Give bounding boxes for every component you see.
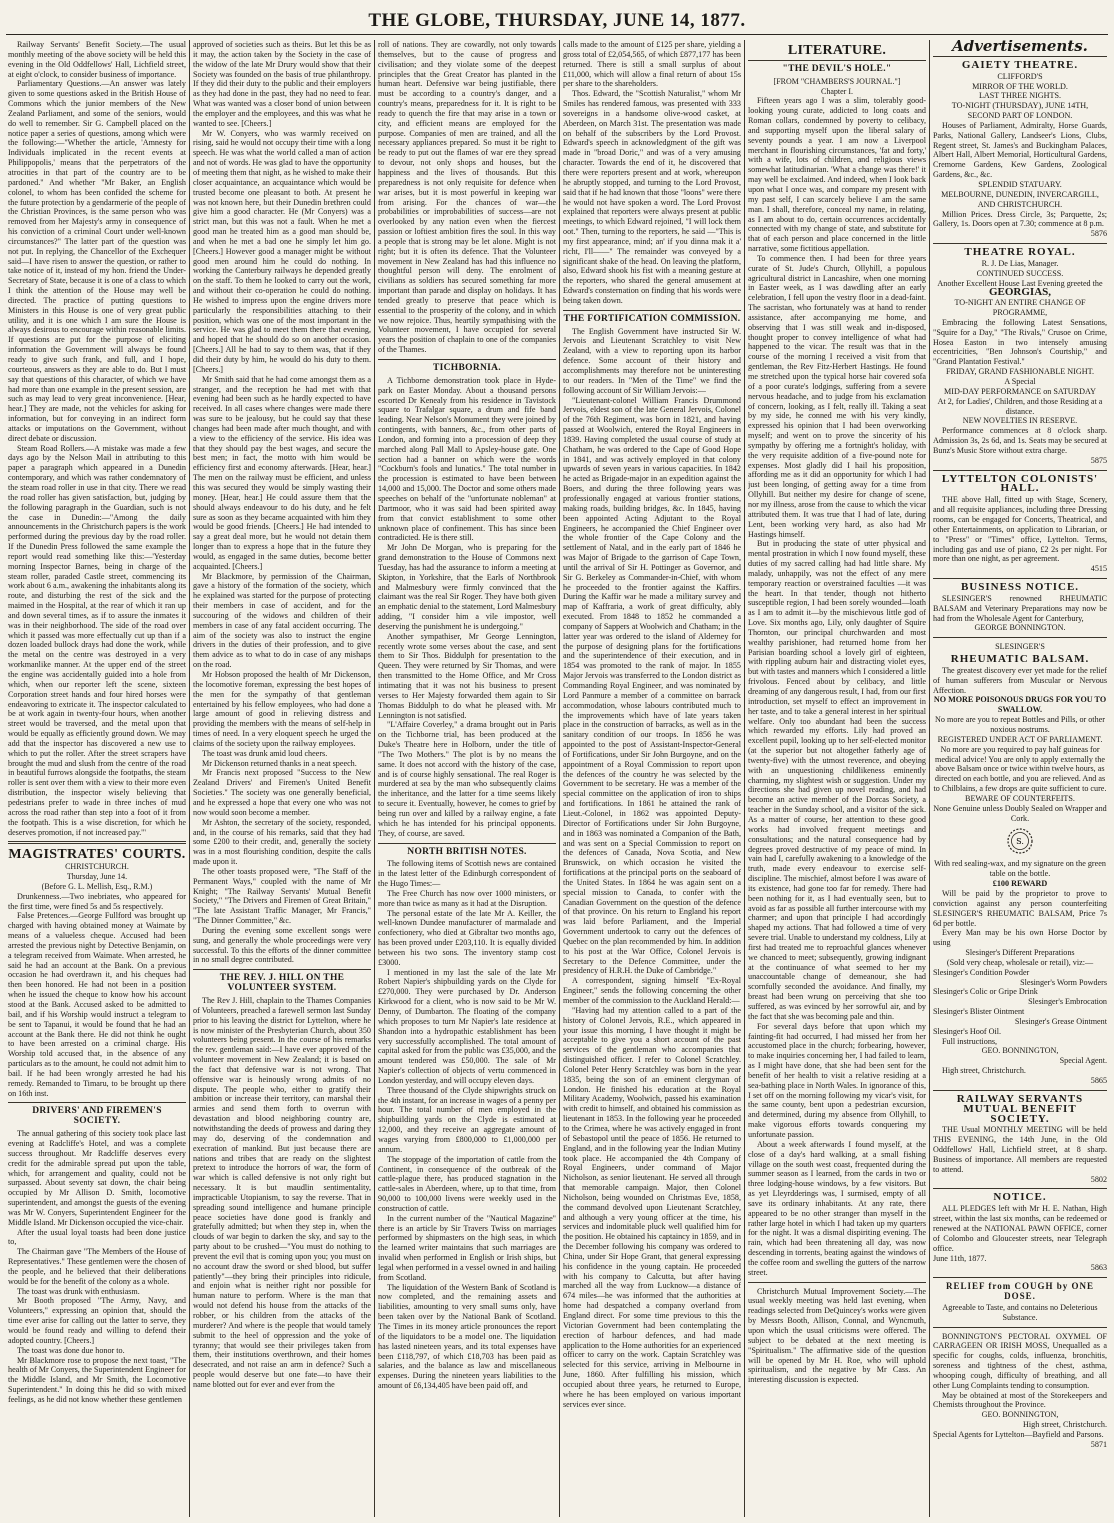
ad-body: SLESINGER'S renowned RHEUMATIC BALSAM and Veterinary Preparations may now be had from the Wholesale Agent for Canterbury, bbox=[933, 593, 1107, 623]
ad-line: MID-DAY PERFORMANCE on SATURDAY bbox=[944, 386, 1096, 396]
news-paragraph: Mr Ashton, the secretary of the society, responded, and, in the course of his remarks, said that they had some £200 to their credit, and, generally the society was in a most flourishing condition, despite the calls made upon it. bbox=[193, 817, 371, 867]
ad-line: REGISTERED UNDER ACT OF PARLIAMENT. bbox=[937, 734, 1103, 744]
column-4 bbox=[563, 40, 741, 1517]
news-paragraph: Mr Hobson proposed the health of Mr Dickenson, the locomotive foreman, expressing the best hopes of the men for the sympathy of that gentleman entertained by his fellow employees, who had done a large amount of good in relieving distress and providing the members with the means of self-help in times of need. In a very eloquent speech he urged the claims of the society upon the railway employees. bbox=[193, 670, 371, 748]
news-paragraph: Christchurch Mutual Improvement Society.—The usual weekly meeting was held last evening, when readings selected from DeQuincey's works were given by Messrs Booth, Allison, Connal, and Wyncmuth, upon which the usual criticisms were offered. The subject to be debated at the next meeting is "Spiritualism." The affirmative side of the question will be opened by Mr H. Roe, who will uphold spiritualism, and the negative by Mr Cass. An interesting discussion is expected. bbox=[748, 1286, 926, 1385]
news-paragraph: About a week afterwards I found myself, at the close of a day's hard walking, at a small fishing village on the south west coast, frequented during the summer season as I learned, from the cards in two or three lodging-house windows, by a few visitors. But as yet Lleyrdderings was, I surmised, empty of all save its ordinary inhabitants. At any rate, there appeared to be no other stranger than myself in the rather large hotel in which I had taken up my quarters for the night. It was a dismal dispiriting evening. The rain, which had been threatening all day, was now descending in torrents, beating against the windows of the coffee room and swelling the gutters of the narrow street. bbox=[748, 1139, 926, 1277]
ad-body: With red sealing-wax, and my signature on the green table on the bottle. bbox=[934, 859, 1106, 879]
column-2 bbox=[193, 40, 371, 1517]
news-paragraph: For several days before that upon which my fainting-fit had occurred, I had missed her from her accustomed place in the church; forbearing, however, to make inquiries concerning her, I had failed to learn, as I might have done, that she had been sent for the benefit of her health to visit a relative residing at a sea-bathing place in North Wales. In ignorance of this, I set off on the morning following my vicar's visit, for the same county, bent upon a pedestrian excursion, and determined, during my absence from Ollyhill, to make vigorous efforts towards conquering my unfortunate passion. bbox=[748, 1021, 926, 1139]
news-paragraph: The toast was done due honor to. bbox=[17, 1345, 125, 1355]
ad-body: Performance commences at 8 o'clock sharp. Admission 3s, 2s 6d, and 1s. Seats may be secured at Bunz's Music Store without extra charge. bbox=[933, 426, 1107, 455]
ad-body: THE above Hall, fitted up with Stage, Scenery, and all requisite appliances, including three Dressing rooms, can be engaged for Concerts, Theatrical, and other Entertainments, on application to Librarian, or to "Press" or "Times" office, Lyttelton. Terms, including gas and use of piano, £2 2s per night. For more than one night, as per agreement. bbox=[933, 495, 1107, 564]
section-heading: TICHBORNIA. bbox=[433, 363, 501, 373]
ad-title: THEATRE ROYAL. bbox=[964, 246, 1076, 259]
section-rule bbox=[933, 1327, 1107, 1328]
section-heading: LITERATURE. bbox=[787, 43, 887, 58]
ad-line: Full instructions, bbox=[942, 1036, 998, 1046]
section-heading: NORTH BRITISH NOTES. bbox=[407, 846, 527, 857]
ad-line: FRIDAY, GRAND FASHIONABLE NIGHT. bbox=[946, 367, 1094, 377]
ad-line: GEO. BONNINGTON, bbox=[981, 1046, 1059, 1056]
ad-line: SPLENDID STATUARY. bbox=[978, 179, 1062, 189]
section-heading: THE FORTIFICATION COMMISSION. bbox=[563, 313, 741, 324]
ad-number: 5871 bbox=[1090, 1439, 1107, 1449]
ad-title: RAILWAY SERVANTS MUTUAL BENEFIT SOCIETY. bbox=[956, 1092, 1084, 1125]
ad-list-item: Slesinger's Grease Ointment bbox=[1014, 1016, 1107, 1026]
ad-title: BUSINESS NOTICE. bbox=[960, 581, 1080, 594]
section-rule bbox=[8, 841, 186, 844]
news-paragraph: The Free Church has now over 1000 ministers, or more than twice as many as it had at the Disruption. bbox=[378, 888, 556, 908]
ad-body: No more are you required to pay half guineas for medical advice! You are only to apply externally the above Balsam once or twice within twelve hours, as directed on each bottle, and you are relieved. And as to Chilblains, a few drops are quite sufficient to cure. bbox=[933, 744, 1107, 794]
ad-line: June 11th, 1877. bbox=[933, 1253, 987, 1263]
column-rule bbox=[559, 40, 560, 1517]
news-paragraph: I mentioned in my last the sale of the late Mr Robert Napier's shipbuilding yards on the Clyde for £270,000. They were purchased by Dr. Anderson Kirkwood for a client, who is now said to be Mr W. Denny, of Dumbarton. The floating of the company which proposes to turn Mr Napier's late residence at Shandon into a hydropathic establishment has been very successfully accomplished. The total amount of capital asked for from the public was £35,000, and the amount tendered was £50,000. The sale of Mr Napier's collection of objects of vertu commenced in London yesterday, and will occupy eleven days. bbox=[378, 967, 556, 1085]
section-rule bbox=[193, 969, 371, 970]
section-rule bbox=[563, 310, 741, 311]
ad-line: BEWARE OF COUNTERFEITS. bbox=[965, 793, 1075, 803]
ad-title: GAIETY THEATRE. bbox=[961, 58, 1079, 71]
news-paragraph: The liquidation of the Western Bank of Scotland is now completed, and the remaining assets and liabilities, amounting to very small sums only, have been taken over by the National Bank of Scotland. The Times in its money article pronounces the report of the liquidators to be a model one. The liquidation has lasted nineteen years, and its total expenses have been £118,797, of which £18,703 has been paid as salaries, and the balance as law and miscellaneous expenses. During the nineteen years liabilities to the amount of £6,134,405 have been paid off, and bbox=[378, 1282, 556, 1391]
ad-title: RELIEF from COUGH by ONE DOSE. bbox=[945, 1281, 1094, 1302]
news-paragraph: But in producing the state of utter physical and mental prostration in which I now found myself, these duties of my sacred calling had had little share. My malady, unhappily, was not the effect of any mere temporary reaction or overstrained faculties —it was the heart. In that tender, though not hitherto susceptible region, I had been sorely wounded—loath as I am to admit it—by the mischievous little god of Love. Six months ago, Lily, only daughter of Squire Thornton, our principal churchwarden and most wealthy parishioner, had returned home from her Parisian boarding school a lovely girl of eighteen, with rippling auburn hair and distracting violet eyes, but with tastes and manners which I considered a little frivolous. Fenced about by celibacy, and little dreaming of any dangerous result, I had, from our first introduction, set myself to effect an improvement in her taste, and to take a general interest in her spiritual welfare. Only too abundant had been the success which rewarded my efforts. Lily had proved an excellent pupil, looking up to her self-elected monitor (at the superior but not altogether fatherly age of twenty-five) with the utmost reverence, and obeying with an unquestioning childlikeness eminently charming, my slightest wish or suggestion. Under my directions she had given up novel reading, and had become an active member of the Dorcas Society, a teacher in the Sunday school, and a visitor of the sick. As a matter of course, her attention to these good works had involved frequent meetings and consultations; and the natural consequence had by degrees proved destructive of my peace of mind. In vain had I, carefully awakening to a knowledge of the truth, made every endeavour to exercise self-discipline. The mischief, almost before I was aware of its existence, had gone too far for remedy. There had been nothing for it, as I had eventually seen, but to avoid as far as possible all further intercourse with my charmer; and upon that principle I had accordingly shaped my actions. That had followed a time of very severe trial. Unable to understand my coldness, Lily at first had treated me to reproachful glances whenever we chanced to meet; subsequently, growing indignant at the continuance of what seemed to her my unaccountable change of demeanour, she had scornfully seconded the avoidance. And finally, my breast had been wrung on perceiving that she too suffered, as was evinced by her sorrowful air, and by the fact that she was becoming pale and thin. bbox=[748, 539, 926, 1021]
news-paragraph: Parliamentary Questions.—An answer was lately given to some questions asked in the British House of Commons which the junior members of the New Zealand Parliament, and some of the seniors, would do well to remember. Sir G. Campbell placed on the notice paper a series of questions, among which were the following:—"Whether the article, 'Amnesty for Individuals implicated in the recent events at Philippopolis,' means that the perpetrators of the atrocities in that part of the country are to be pardoned." And whether "Mr Baker, an English colonel, to whom has been confided the scheme for the future protection by a gendarmerie of the people of the Christian Provinces, is the same person who was removed from her Majesty's army in consequence of his conviction of a criminal Court under well-known circumstances?" The latter part of the question was not put. In replying, the Chancellor of the Exchequer said—I have risen to answer the question, or rather to take notice of it, instead of my hon. friend the Under-Secretary of State, because it is one of a class to which I think the attention of the House may well be directed. The practice of putting questions to Ministers in this House is one of very great public utility, and it is one which I am sure the House is always desirous to encourage within reasonable limits. If questions are put for the purpose of eliciting information the Government will always be found ready to give such frank, and full, and I hope, courteous, answers as they are able to do. But I must say that questions of this character, of which we have had more than one example in the present session, are such as may lead to very great inconvenience. [Hear, hear.] They are made, not the vehicles for asking for information, but for conveying in an indirect form attacks or imputations on the Government, without direct debate or discussion. bbox=[8, 79, 186, 443]
section-rule bbox=[8, 1102, 186, 1103]
ad-line: Slesinger's Different Preparations bbox=[965, 948, 1075, 958]
ad-list-item: Slesinger's Blister Ointment bbox=[933, 1007, 1025, 1017]
section-rule bbox=[933, 1188, 1107, 1189]
ad-title: LYTTELTON COLONISTS' HALL. bbox=[941, 472, 1099, 495]
section-rule bbox=[933, 243, 1107, 244]
seal-letter: S. bbox=[1016, 837, 1024, 847]
section-heading: THE REV. J. HILL ON THE VOLUNTEER SYSTEM. bbox=[219, 973, 345, 994]
news-paragraph: Drunkenness.—Two inebriates, who appeared for the first time, were fined 5s and 5s respectively. bbox=[8, 891, 186, 911]
news-paragraph: The English Government have instructed Sir W. Jervois and Lieutenant Scratchley to visit New Zealand, with a view to reporting upon its harbor defence. Some account of their history and accomplishments may therefore not be uninteresting to our readers. In "Men of the Time" we find the following account of Sir William Jervois:— bbox=[563, 326, 741, 395]
ad-line: A Special bbox=[1004, 377, 1036, 386]
news-paragraph: "Having had my attention called to a part of the history of Colonel Jervois, R.E., which appeared in your issue this morning, I have thought it might be acceptable to give you a short account of the past services of the gentleman who accompanies that distinguished officer. I refer to Colonel Scratchley. Colonel Peter Henry Scratchley was born in the year 1835, being the son of an eminent clergyman of London. He finished his education at the Royal Military Academy, Woolwich, passed his examination with credit to himself, and obtained his commission as lieutenant in 1853. In the following year he proceeded to the Crimea, where he was actively engaged in front of Sebastopol until the peace of 1856. He returned to England, and in the following year the Indian Mutiny took place. He accompanied the 4th Company of Royal Engineers, under command of Major Nicholson, as senior lieutenant. He served all through that memorable campaign. Major, then Colonel Nicholson, being wounded on Christmas Eve, 1858, the command devolved upon Lieutenant Scratchley, and although a very young officer at the time, his services and indomitable pluck well qualified him for the position. He obtained his captaincy in 1859, and in the December following his company was ordered to China, under Sir Hope Grant, that general expressing his confidence in the young captain. He proceeded with his company to Calcutta, but after having marched all the way from Lucknow—a distance of 674 miles—he was informed that the authorities at home had despatched a company overland from England direct. For some time previous to this the Victorian Government had been contemplating the erection of harbour defences, and had made application to the Home authorities for an experienced officer to carry on the work. Captain Scratchley was selected for this service, arriving in Melbourne in June, 1860. After fulfilling his mission, which occupied about three years, he returned to Europe, where he has been employed on various important services ever since. bbox=[563, 1005, 741, 1409]
ad-body: The greatest discovery ever yet made for the relief of human sufferers from Muscular or Nervous Affection. bbox=[933, 665, 1107, 695]
ad-line: TO-NIGHT (THURSDAY), JUNE 14TH, bbox=[951, 101, 1089, 111]
ad-line: NEW NOVELTIES IN RESERVE. bbox=[962, 416, 1078, 426]
ad-line: No more are you to repeat Bottles and Pills, or other noxious nostrums. bbox=[935, 715, 1105, 734]
ad-body: BONNINGTON'S PECTORAL OXYMEL OF CARRAGEEN OR IRISH MOSS, Unequalled as a specific for coughs, colds, influenza, bronchitis, soreness and tightness of the chest, asthma, whooping cough, difficulty of breathing, and all other Lung Complaints tending to consumption. bbox=[933, 1331, 1107, 1390]
ad-body: Every Man may be his own Horse Doctor by using bbox=[933, 928, 1107, 948]
ad-list-item: Slesinger's Worm Powders bbox=[1020, 977, 1107, 987]
news-paragraph: The personal estate of the late Mr A. Keiller, the well-known Dundee manufacturer of marmalade and confectionery, who died at Gibraltar two months ago, has been proved under £203,110. It is equally divided between his two sons. The inventory stamp cost £3000. bbox=[378, 908, 556, 967]
subheading: Thursday, June 14. bbox=[66, 872, 128, 882]
ad-line: MELBOURNE, DUNEDIN, INVERCARGILL, AND CHRISTCHURCH. bbox=[941, 189, 1099, 209]
ad-body: Embracing the following Latest Sensations, "Squire for a Day," "The Rivals," Crusoe on Crime, Hosea Easton in two intensely amusing eccentricities, "Ben Johnson's Courtship," and "Grand Plantation Festival." bbox=[933, 317, 1107, 367]
ad-line: Special Agents for Lyttelton—Bayfield and Parsons. bbox=[933, 1430, 1104, 1439]
ad-body: Million Prices. Dress Circle, 3s; Parquette, 2s; Gallery, 1s. Doors open at 7.30; commence at 8 p.m. bbox=[933, 209, 1107, 229]
ad-line: LAST THREE NIGHTS. bbox=[978, 91, 1062, 101]
news-paragraph: Mr Blackmore, by permission of the Chairman, gave a history of the formation of the society, which he explained was started for the purpose of protecting their members in case of accident, and for the succouring of the widows and children of their members in case of any fatal accident occurring. The aim of the society was also to instruct the engine drivers in the duties of their profession, and to give them advice as to what to do in case of any mishaps on the road. bbox=[193, 571, 371, 670]
news-paragraph: calls made to the amount of £125 per share, yielding a gross total of £2,054,565, of which £877,177 has been returned. There is still a small surplus of about £11,000, which will allow a final return of about 15s per share to the shareholders. bbox=[563, 40, 741, 89]
news-paragraph: roll of nations. They are cowardly, not only towards themselves, but to the cause of progress and civilisation; and they violate some of the deepest principles that the Great Creator has planted in the human heart. Defensive war being justifiable, there must be according to a country's danger, and a country's means, preparedness for it. It is right to be ready to quench the fire that may arise in a town or city, and efficient means are employed for the purpose. Companies of men are trained, and all the necessary appliances prepared. So must it be right to be ready to put out the flames of war ere they spread to devour, not only shops and houses, but the happiness and the lives of thousands. But this preparedness is not only requisite for defence when war arises, but it is most powerful in keeping war from arising. For the chances of war—the probabilities or improbabilities of success—are not overlooked by any nation even when the fiercest passion or loftiest ambition fires the soul. In this way a people that is strong may be let alone. Might is not right; but it is often its defence. That the Volunteer movement in New Zealand has had this influence no thoughtful person will deny. The enrolment of civilians as soldiers has secured something far more important than parade and display on holidays. It has tended greatly to preserve that peace which is essential to the prosperity of the colony, and in which we now rejoice. Thus, heartily sympathising with the Volunteer movement, I have occupied for several years the position of chaplain to one of the companies of the Thames. bbox=[378, 40, 556, 355]
section-rule bbox=[748, 1282, 926, 1283]
news-paragraph: After the usual loyal toasts had been done justice to, bbox=[8, 1227, 186, 1247]
column-1 bbox=[8, 40, 186, 1517]
ad-line: NO MORE POISONOUS DRUGS FOR YOU TO SWALLOW. bbox=[933, 695, 1107, 715]
news-paragraph: Mr John De Morgan, who is preparing for the grand demonstration to the House of Commons next Tuesday, has had the assurance to inform a meeting at Skipton, in Yorkshire, that the Earls of Northbrook and Malmesbury were firmly convinced that the claimant was the real Sir Roger. They have both given an emphatic denial to the statement, Lord Malmesbury adding, "I consider him a vile impostor, well deserving the punishment he is undergoing." bbox=[378, 543, 556, 631]
news-paragraph: "Lieutenant-colonel William Francis Drummond Jervois, eldest son of the late General Jervois, Colonel of the 76th Regiment, was born in 1821, and having passed at Woolwich, entered the Royal Engineers in 1839. Having completed the usual course of study at Chatham, he was ordered to the Cape of Good Hope in 1841, and was actively employed in that colony upwards of seven years in various capacities. In 1842 he acted as Brigade-major in an expedition against the Boers, and during the three following years was professionally engaged at various frontier stations, making roads, building bridges, &c. In 1845, having been appointed Acting Adjutant to the Royal Engineers, he accompanied the Chief Engineer over the whole frontier of the Cape Colony and the settlement of Natal, and in the early part of 1846 he was Major of Brigade to the garrison of Cape Town, until the arrival of Sir H. Pottinger as Governor, and Sir G. Berkeley as Commander-in-Chief, with whom he proceeded to the frontier against the Kaffirs. During the Kaffir war he made a military survey and map of Kaffraria, a work of great difficulty, ably executed. From 1848 to 1852 he commanded a company of Sappers at Woolwich and Chatham; in the latter year was ordered to the island of Alderney for the purpose of designing plans for the fortifications and the superintendence of their execution, and in 1854 was promoted to the rank of major. In 1855 Major Jervois was transferred to the London district as Commanding Royal Engineer, and was nominated by Lord Panmure a member of a committee on barrack accommodation, whose labours contributed much to the improvements which have of late years taken place in the construction of barracks, as well as in the sanitary condition of our troops. In 1856 he was appointed to the post of Assistant-Inspector-General of Fortifications, under Sir John Burgoyne, and on the appointment of a Royal Commission to report upon the defences of the country he was selected by the Government to be secretary. He was a member of the special committee on the application of iron to ships and fortifications. In 1861 he attained the rank of Lieut.-Colonel, in 1862 was appointed Deputy-Director of Fortifications under Sir John Burgoyne, and in 1863 was nominated a Companion of the Bath, and was sent on a Special Commission to report on the defences of Canada, Nova Scotia, and New Brunswick, on which occasion he visited the fortifications at the principal ports on the seaboard of the United States. In 1864 he was again sent on a special mission to Canada, to confer with the Canadian Government on the question of the defence of that province. On his return to England his report was laid before Parliament, and the Imperial Government undertook to carry out the defences of Quebec on the plan recommended by him. In addition to his post at the War Office, Colonel Jervois is Secretary to the Defence Committee, under the presidency of H.R.H. the Duke of Cambridge." bbox=[563, 395, 741, 976]
news-paragraph: To commence then. I had been for three years curate of St. Jude's Church, Ollyhill, a populous agricultural district in Lancashire, when one morning in Easter week, as I was dawdling after an early celebration, I fell upon the vestry floor in a dead-faint. The sacristan, who fortunately was at hand to render assistance, after accompanying me home, and observing that I was still weak and in-disposed, thought proper to convey intelligence of what had happened to the vicar. The result was that in the course of the morning I received a visit from that gentleman, the Rev Fitz-Herbert Hastings. He found me stretched upon the typical horse hair covered sofa of a poor curate's lodgings, suffering from a severe nervous headache, and to judge from his exclamation of concern, looking, as I felt, really ill. Taking a seat by my side, he conned me with his very kindly, expressed his opinion that I had been overworking myself; and went on to prove the sincerity of his sympathy by offering me a fortnight's holiday, with the very requisite addition of a five-pound note for expenses. Most gladly did I hail his proposition, affording me as it did an opportunity for which I had just been longing, of getting away for a time from Ollyhill. But neither my desire for change of scene, nor my illness, arose from the cause to which the vicar attributed them. It was true that I had of late, during Lent, been working very hard, as also had Mr Hastings himself. bbox=[748, 253, 926, 539]
ad-number: 5863 bbox=[1090, 1263, 1107, 1273]
news-paragraph: The annual gathering of this society took place last evening at Radcliffe's Hotel, and was a complete success throughout. Mr Radcliffe deserves every credit for the admirable spread put upon the table, which, for arrangement and quality, could not be surpassed. About seventy sat down, the chair being occupied by Mr Allison D. Smith, locomotive superintendent, and amongst the guests of the evening was Mr W. Conyers, Superintendent Engineer for the Middle Island. Mr Dickenson occupied the vice-chair. bbox=[8, 1129, 186, 1227]
news-paragraph: A correspondent, signing himself "Ex-Royal Engineer," sends the following concerning the other member of the commission to the Auckland Herald:— bbox=[563, 976, 741, 1005]
news-paragraph: Fifteen years ago I was a slim, tolerably good-looking young curate, addicted to long coats and Roman collars, condemned by poverty to celibacy, and supporting myself upon the liberal salary of seventy pounds a year. I am now a Liverpool merchant in flourishing circumstances, 'fat and forty,' with a wife, lots of children, and religious views somewhat latitudinarian. 'What a change was there!' it may well be exclaimed. And indeed, when I look back upon what I once was, and compare my present with my past self, I can scarcely believe I am the same man. I shall, therefore, conceal my name, in relating, as I am about to do, certain occurrences accidentally connected with my change of state, and substitute for that of each person and place concerned in the little narrative, some fictitious appellation. bbox=[748, 96, 926, 254]
section-rule bbox=[933, 1090, 1107, 1091]
ad-number: 5802 bbox=[1090, 1174, 1107, 1184]
section-rule bbox=[933, 578, 1107, 579]
ad-list-item: Slesinger's Hoof Oil. bbox=[933, 1026, 1002, 1036]
ad-body: May be obtained at most of the Storekeepers and Chemists throughout the Province. bbox=[933, 1390, 1107, 1410]
column-3 bbox=[378, 40, 556, 1517]
ad-number: 4515 bbox=[1090, 564, 1107, 574]
ad-line: GEORGE BONNINGTON. bbox=[974, 623, 1066, 633]
news-paragraph: The toast was drunk with enthusiasm. bbox=[17, 1286, 140, 1296]
ad-line: High street, Christchurch. bbox=[1023, 1420, 1107, 1430]
masthead-rule bbox=[6, 34, 1108, 35]
news-paragraph: Another sympathiser, Mr George Lennington, recently wrote some verses about the case, and sent them to Sir Thos. Biddulph for presentation to the Queen. They were returned by Sir Thomas, and were then transmitted to the Home Office, and Mr Cross intimating that it was not his business to present verses to Her Majesty forwarded them again to Sir Thomas Biddulph to do what he pleased with. Mr Lennington is not satisfied. bbox=[378, 631, 556, 720]
news-paragraph: Mr Dickenson returned thanks in a neat speech. bbox=[202, 758, 357, 768]
news-paragraph: Mr Smith said that he had come amongst them as a stranger, and the reception he had met with that evening had been such as he hardly expected to have received. In all cases where changes were made there was sure to be jealousy, but he could say that these changes had been made after much thought, and with a view to the efficiency of the service. His idea was that they should pay the best wages, and secure the best men; in fact, the motto with him would be efficiency first and economy afterwards. [Hear, hear.] The men on the railway must be efficient, and unless this was secured they would be simply wasting their money. [Hear, hear.] He could assure them that the should always endeavour to do his duty, and he felt sure as soon as they became acquainted with him they would be good friends. [Cheers.] He had intended to say a great deal more, but he would not detain them longer than to express a hope that in the future they would, as engaged in the same duties, become better acquainted. [Cheers.] bbox=[193, 374, 371, 571]
ad-list-item: Slesinger's Embrocation bbox=[1028, 997, 1107, 1007]
subheading: [FROM "CHAMBERS'S JOURNAL."] bbox=[773, 76, 901, 86]
news-paragraph: The toast was drunk amid loud cheers. bbox=[202, 748, 328, 758]
ad-line: Another Excellent House Last Evening greeted the bbox=[937, 278, 1103, 288]
ad-line: (Sold very cheap, wholesale or retail), viz:— bbox=[946, 957, 1094, 967]
ad-line: R. J. De Lias, Manager. bbox=[981, 258, 1059, 268]
ad-line: £100 REWARD bbox=[992, 879, 1048, 889]
subheading: (Before G. L. Mellish, Esq., R.M.) bbox=[41, 881, 153, 891]
ad-line: CONTINUED SUCCESS. bbox=[976, 268, 1064, 278]
ad-line: MIRROR OF THE WORLD. bbox=[972, 81, 1068, 91]
ad-body: ALL PLEDGES left with Mr H. E. Nathan, High street, within the last six months, can be redeemed or renewed at the NATIONAL PAWN OFFICE, corner of Colombo and Gloucester streets, near Telegraph office. bbox=[933, 1204, 1107, 1253]
ad-line: SECOND PART OF LONDON. bbox=[967, 111, 1073, 121]
advertisements-heading: Advertisements. bbox=[952, 40, 1088, 55]
ad-title: NOTICE. bbox=[993, 1191, 1047, 1204]
news-paragraph: Three thousand of the Clyde shipwrights struck on the 4th instant, for an increase in wages of a penny per hour. The total number of men employed in the shipbuilding yards on the Clyde is estimated at 12,000, and they receive an aggregate amount of wages varying from £800,000 to £1,000,000 per annum. bbox=[378, 1085, 556, 1154]
news-paragraph: The Chairman gave "The Members of the House of Representatives." These gentlemen were the chosen of the people, and he believed that their deliberations would be for the benefit of the colony as a whole. bbox=[8, 1247, 186, 1286]
column-6-advertisements bbox=[933, 40, 1107, 1517]
section-heading: MAGISTRATES' COURTS. bbox=[8, 847, 186, 863]
ad-body: THE Usual MONTHLY MEETING will be held THIS EVENING, the 14th June, in the Old Oddfellows' Hall, Lichfield street, at 8 sharp. Business of importance. All members are requested to attend. bbox=[933, 1125, 1107, 1174]
column-rule bbox=[374, 40, 375, 1517]
ad-line: SLESINGER'S bbox=[995, 642, 1045, 652]
ad-list-item: Slesinger's Colic or Gripe Drink bbox=[933, 987, 1038, 997]
section-rule bbox=[748, 60, 926, 61]
news-paragraph: Mr Blackmore rose to propose the next toast, "The health of Mr Conyers, the Superintendent Engineer for the Middle Island, and Mr Smith, the Locomotive Superintendent." In doing this he did so with mixed feelings, as he did not know whether these gentlemen bbox=[8, 1355, 186, 1404]
section-rule bbox=[933, 1277, 1107, 1278]
news-paragraph: The other toasts proposed were, "The Staff of the Permanent Ways," coupled with the name of Mr Knight; "The Railway Servants' Mutual Benefit Society," "The Drivers and Firemen of Great Britain," "The late Assistant Traffic Manager, Mr Francis," "The Dinner Committee," &c. bbox=[193, 866, 371, 926]
news-paragraph: Thos. Edward, the "Scottish Naturalist," whom Mr Smiles has rendered famous, was presented with 333 sovereigns in a handsome olive-wood casket, at Aberdeen, on March 31st. The presentation was made on behalf of the subscribers by the Lord Provost. Edward's speech in acknowledgment of the gift was made in "broad Doric," and was of a very amusing character. Towards the end of it, he discovered that there were reporters present and at work, whereupon he abruptly stopped, and turning to the Lord Provost, said that if he had known that those "loons" were there he would not have spoken a word. The Lord Provost explained that reporters were always present at public meetings, to which Edward rejoined, "I will lock them oot." Then, turning to the reporters, he said —"This is my first appearance, mind; an' if you dinna mak it a' richt, I'll——" The remainder was conveyed by a significant shake of the head. On leaving the platform, also, Edward shook his fist with a meaning gesture at the reporters, who shared the general amusement at Edward's consternation on finding that his words were being taken down. bbox=[563, 89, 741, 305]
news-paragraph: A Tichborne demonstration took place in Hyde-park on Easter Monday. About a thousand persons escorted Dr Kenealy from his residence in Tavistock square to Trafalgar square, a drum and fife band leading. Near Nelson's Monument they were joined by contingents, with banners, &c., from other parts of London, and forming into a procession of deep they marched along Pall Mall to Apsley-house gate. One section had a banner on which were the words "Cockburn's fools and lunatics." The total number in the procession is estimated to have been between 14,000 and 15,000. The Doctor and some others made speeches on behalf of the "unfortunate nobleman" at Dartmoor, who it was said had been spirited away from that convict establishment to some other unknown place of confinement. This has since been contradicted. He is there still. bbox=[378, 375, 556, 543]
news-paragraph: During the evening some excellent songs were sung, and generally the whole proceedings were very successful. To this the efforts of the dinner committee in no small degree contributed. bbox=[193, 925, 371, 965]
news-paragraph: Mr Booth proposed "The Army, Navy, and Volunteers," expressing an opinion that, should the time ever arise for calling out the latter to serve, they would be found ready and willing to defend their adopted country. [Cheers.] bbox=[8, 1296, 186, 1345]
news-paragraph: Steam Road Rollers.—A mistake was made a few days ago by the Nelson Mail in attributing to this paper a paragraph which appeared in a Dunedin contemporary, and which was rather condemnatory of the steam road roller in use in that city. There we read the road roller has given satisfaction, but, judging by the following paragraph in the Guardian, such is not the case in Dunedin:—"Among the daily announcements in the Christchurch papers is the work performed during the previous day by the road roller. If the Dunedin Press followed the same example the report would read something like this:—'Yesterday morning Inspector Barnes, being in charge of the steam roller, paraded Castle street, commencing its work about 6 a.m., awakening the inhabitants along its route, and disturbing the rest of the sick and the maimed in the Hospital, at the rear of which it ran up and down several times, as if to assure the inmates it was in their neighborhood. The side of the road over which it passed was more effectually cut up than if a dozen loaded bullock drays had done the work, while the metal on the centre was destroyed in a very workmanlike manner. At the upper end of the street the engine was accidentally guided into a hole from which, when our reporter left the scene, sixteen Corporation street hands and four hired horses were endeavoring to extricate it. The inspector calculated to be at work again in twenty-four hours, when another street would be traversed, and the metal upon that would be equally as efficiently ground down. We may add that the inspector has discovered a new use to which to put the roller. After the street scrapers have brought the mud and slush from the centre of the road in beautiful furrows alongside the footpaths, the steam roller is sent over them with a view to their more even distribution, the inspector wisely believing that pedestrians prefer to wade in three inches of mud across the road rather than step into a foot of it from the footpath. This is a wise discretion, for which he deserves promotion, if not increased pay.'" bbox=[8, 443, 186, 837]
ad-title: RHEUMATIC BALSAM. bbox=[950, 653, 1090, 666]
section-heading: DRIVERS' AND FIREMEN'S SOCIETY. bbox=[32, 1106, 162, 1127]
subheading: Chapter I. bbox=[821, 86, 853, 96]
section-rule bbox=[378, 359, 556, 360]
story-title: "THE DEVIL'S HOLE." bbox=[782, 63, 892, 74]
news-paragraph: Mr W. Conyers, who was warmly received on rising, said he would not occupy their time with a long speech. He was what the world called a man of action and not of words. He was glad to have the opportunity of meeting them that night, as he wished to make their closer acquaintance, an acquaintance which would be trusted become one pleasant to both. At present he was not known here, but their Dunedin brethren could give him a good character. He (Mr Conyers) was a strict man, but this was not a fault. When he met a good man he treated him as a good man should be, and when he met a bad one he simply let him go. [Cheers.] However good a manager might be without good men around him he could do nothing. In working the Canterbury railways he depended greatly on the staff. To them he looked to carry out the work, and without their co-operation he could do nothing. He wished to impress upon the engine drivers more particularly the responsibilities attaching to their position, which was one of the most important in the service. He was glad to meet them there that evening, and hoped that he should do so on another occasion. [Cheers.] All he had to say to them was, that if they did their duty by him, he would do his duty to them. [Cheers.] bbox=[193, 128, 371, 374]
wax-seal-icon bbox=[1006, 827, 1034, 855]
ad-line: GEO. BONNINGTON, bbox=[981, 1410, 1059, 1420]
ad-number: 5876 bbox=[1090, 229, 1107, 239]
news-paragraph: Mr Francis next proposed "Success to the New Zealand Drivers' and Firemen's United Benefit Societies." The society was one generally beneficial, and he expressed a hope that every one who was not now would soon become a member. bbox=[193, 768, 371, 817]
section-rule bbox=[933, 470, 1107, 471]
news-paragraph: Railway Servants' Benefit Society.—The usual monthly meeting of the above society will be held this evening in the Old Oddfellows' Hall, Lichfield street, at eight o'clock, to consider business of importance. bbox=[8, 40, 186, 79]
news-paragraph: "L'Affaire Coverley," a drama brought out in Paris on the Tichborne trial, has been produced at the Duke's Theatre here in Holborn, under the title of "The Two Mothers." The plot is by no means the same. It does not accord with the history of the case, and is of course highly sensational. The real Roger is murdered at sea by the man who subsequently claims the inheritance, and the latter for a time seems likely to secure it. Eventually, however, he comes to grief by being run over and killed by a railway engine, a fate which he has intended for his principal opponents. They, of course, are saved. bbox=[378, 720, 556, 838]
news-paragraph: The stoppage of the importation of cattle from the Continent, in consequence of the outbreak of the cattle-plague there, has produced stagnation in the cattle-sales in Aberdeen, where, up to that time, from 90,000 to 100,000 livens were weekly used in the construction of cattle. bbox=[378, 1154, 556, 1213]
ad-body: Will be paid by the proprietor to prove to conviction against any person counterfeiting SLESINGER'S RHEUMATIC BALSAM, Price 7s 6d per bottle. bbox=[933, 888, 1107, 928]
ad-number: 5865 bbox=[1090, 1076, 1107, 1085]
section-rule bbox=[933, 56, 1107, 57]
column-5 bbox=[748, 40, 926, 1517]
ad-line: TO-NIGHT AN ENTIRE CHANGE OF PROGRAMME, bbox=[954, 298, 1086, 318]
news-paragraph: In the current number of the "Nautical Magazine" there is an article by Sir Travers Twiss on marriages performed by shipmasters on the high seas, in which the learned writer maintains that such marriages are invalid when performed in English or Irish ships, but legal when performed in a vessel owned in and hailing from Scotland. bbox=[378, 1213, 556, 1282]
ad-line: GEORGIAS, bbox=[988, 286, 1052, 299]
ad-line: CLIFFORD'S bbox=[997, 71, 1043, 81]
ad-line: High street, Christchurch. bbox=[942, 1066, 1026, 1076]
column-rule bbox=[189, 40, 190, 1517]
masthead: THE GLOBE, THURSDAY, JUNE 14, 1877. bbox=[368, 10, 746, 31]
ad-line: At 2, for Ladies', Children, and those Residing at a distance. bbox=[937, 396, 1103, 416]
subheading: CHRISTCHURCH. bbox=[65, 862, 129, 872]
ad-line: Special Agent. bbox=[1059, 1056, 1107, 1066]
section-rule bbox=[933, 637, 1107, 638]
ad-body: None Genuine unless Doubly Sealed on Wrapper and Cork. bbox=[933, 803, 1107, 823]
news-paragraph: The following items of Scottish news are contained in the latest letter of the Edinburgh correspondent of the Hugo Times:— bbox=[378, 859, 556, 889]
news-paragraph: approved of societies such as theirs. But let this be as it may, the action taken by the Society in the case of the widow of the late Mr Drury would show that their Society was founded on the basis of true philanthropy. If they did their duty to the public and their employers as they had done in the past, they had no need to fear. What was wanted was a closer bond of union between the employer and the employees, and this was what he wanted to see. [Cheers.] bbox=[193, 40, 371, 128]
ad-body: Houses of Parliament, Admiralty, Horse Guards, Parks, National Gallery, Landseer's Lions, Clubs, Regent street, St. James's and Buckingham Palaces, Albert Hall, Albert Memorial, Horticultural Gardens, Cremorne Gardens, Kew Gardens, Zoological Gardens, &c., &c. bbox=[933, 120, 1107, 180]
news-paragraph: False Pretences.—George Fullford was brought up charged with having obtained money at Waimate by means of a valueless cheque. Accused had been arrested the previous night by Detective Benjamin, on a telegram received from Waimate. When arrested, he said he had an account at the Bank. On a previous occasion he had overdrawn it, and his cheques had then been honored. He had not been in a position when he issued the cheque to know how his account stood at the Bank. Accused asked to be admitted to bail, and if his Worship would instruct a telegram to be sent to Tapanui, it would be found that he had an account at the Bank there. He did not think he ought to have been arrested on a criminal charge. His Worship told accused that, in the absence of any particulars as to the amount, he could not admit him to bail. If he had been wrongly arrested he had his remedy. Remanded to Timaru, to be brought up there on 16th inst. bbox=[8, 911, 186, 1098]
column-rule bbox=[744, 40, 745, 1517]
news-paragraph: The Rev J. Hill, chaplain to the Thames Companies of Volunteers, preached a farewell sermon last Sunday prior to his leaving the district for Lyttelton, where he is now minister of the Presbyterian Church, about 350 volunteers being present. In the course of his remarks the rev. gentleman said:—I have ever approved of the volunteer movement in New Zealand; it is based on the fact that defensive war is not wrong. That offensive war is heinously wrong admits of no dispute. The people who, either to gratify their ambition or increase their territory, can marshal their armies and send them forth to overrun with devastation and blood neighboring country are, notwithstanding the deeds of prowess and daring they may do, deserving of the condemnation and execration of mankind. But just because there are nations and tribes that are ready on the slightest pretext to introduce the horrors of war, the form of war which is called defensive is not only right but necessary. It is but maudlin sentimentality, impracticable Utopianism, to say the reverse. That in spreading sound intelligence and humane principle peace societies have done good is frankly and gratefully admitted; but when they step in, when the clouds of war begin to darken the sky, and say to the party about to be crushed—"You must do nothing to prevent the evil that is coming upon you; you must on no account draw the sword or shed blood, but suffer patiently"—they bring their principles into ridicule, and enjoin what is neither right nor possible for human nature to perform. Where is the man that would not defend his house from the attacks of the robber, or his children from the attacks of the murderer? And where is the people that would tamely submit to the heel of oppression and the yoke of tyranny; that would see their privileges taken from them, their institutions overthrown, and their homes desecrated, and not raise an arm in defence? Such a people would deserve but one fate—to have their name blotted out for ever and ever from the bbox=[193, 996, 371, 1389]
section-rule bbox=[378, 843, 556, 844]
ad-line: Agreeable to Taste, and contains no Deleterious Substance. bbox=[942, 1302, 1098, 1322]
ad-list-item: Slesinger's Condition Powder bbox=[933, 967, 1030, 977]
ad-number: 5875 bbox=[1090, 455, 1107, 465]
column-rule bbox=[929, 40, 930, 1517]
